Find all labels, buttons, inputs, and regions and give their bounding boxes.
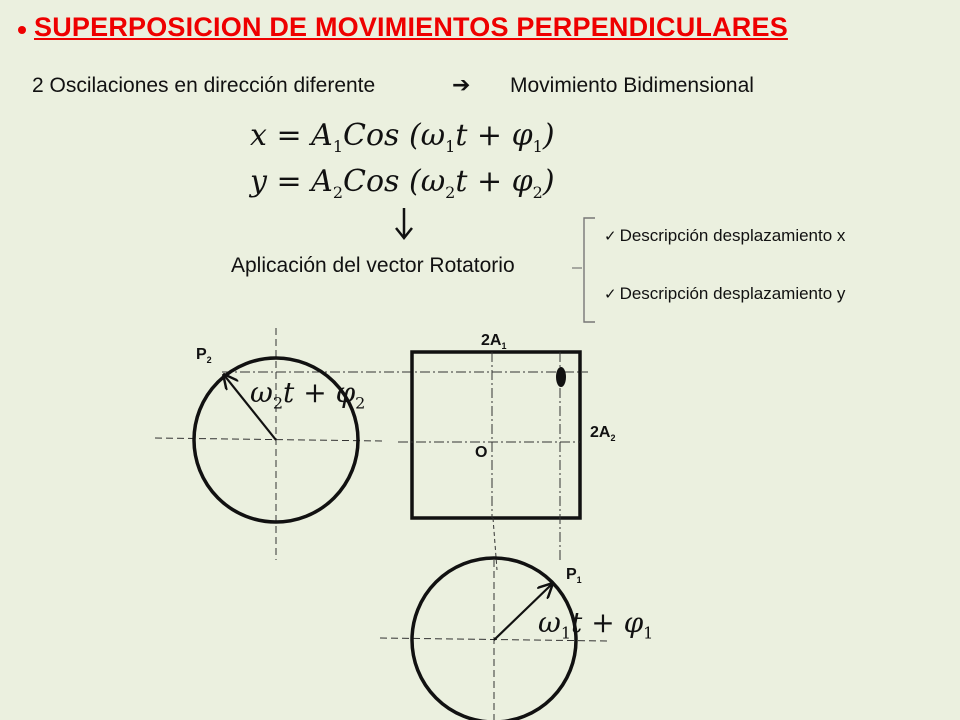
phase-label-2: $\omega_2t + \varphi_2$	[250, 376, 366, 413]
label-2a2: $2A_2$	[590, 424, 616, 444]
checkmark-icon: ✓	[604, 228, 617, 245]
right-arrow-icon: ➔	[452, 72, 471, 97]
checklist-label: Descripción desplazamiento y	[619, 284, 846, 303]
page-title: SUPERPOSICION DE MOVIMIENTOS PERPENDICULARES	[34, 12, 788, 42]
application-label: Aplicación del vector Rotatorio	[231, 254, 515, 277]
phase-label-1: $\omega_1t + \varphi_1$	[538, 606, 654, 643]
checkmark-icon: ✓	[604, 286, 617, 303]
moving-point	[556, 367, 566, 387]
label-p2: $P_2$	[196, 346, 212, 366]
left-circle-horizontal-axis	[155, 438, 384, 441]
label-2a1: $2A_1$	[481, 332, 507, 352]
subtitle-left: 2 Oscilaciones en dirección diferente	[32, 74, 376, 97]
trajectory-rectangle	[412, 352, 580, 518]
label-origin: O	[475, 444, 488, 461]
equation-y: $y = A_2Cos$ $(\omega_2t + \varphi_2)$	[250, 164, 555, 202]
label-p1: $P_1$	[566, 566, 582, 586]
bracket	[584, 218, 595, 322]
checklist-label: Descripción desplazamiento x	[619, 226, 846, 245]
equation-x: $x = A_1Cos$ $(\omega_1t + \varphi_1)$	[250, 118, 555, 156]
down-arrow-icon	[396, 208, 412, 238]
subtitle-right: Movimiento Bidimensional	[510, 74, 754, 97]
